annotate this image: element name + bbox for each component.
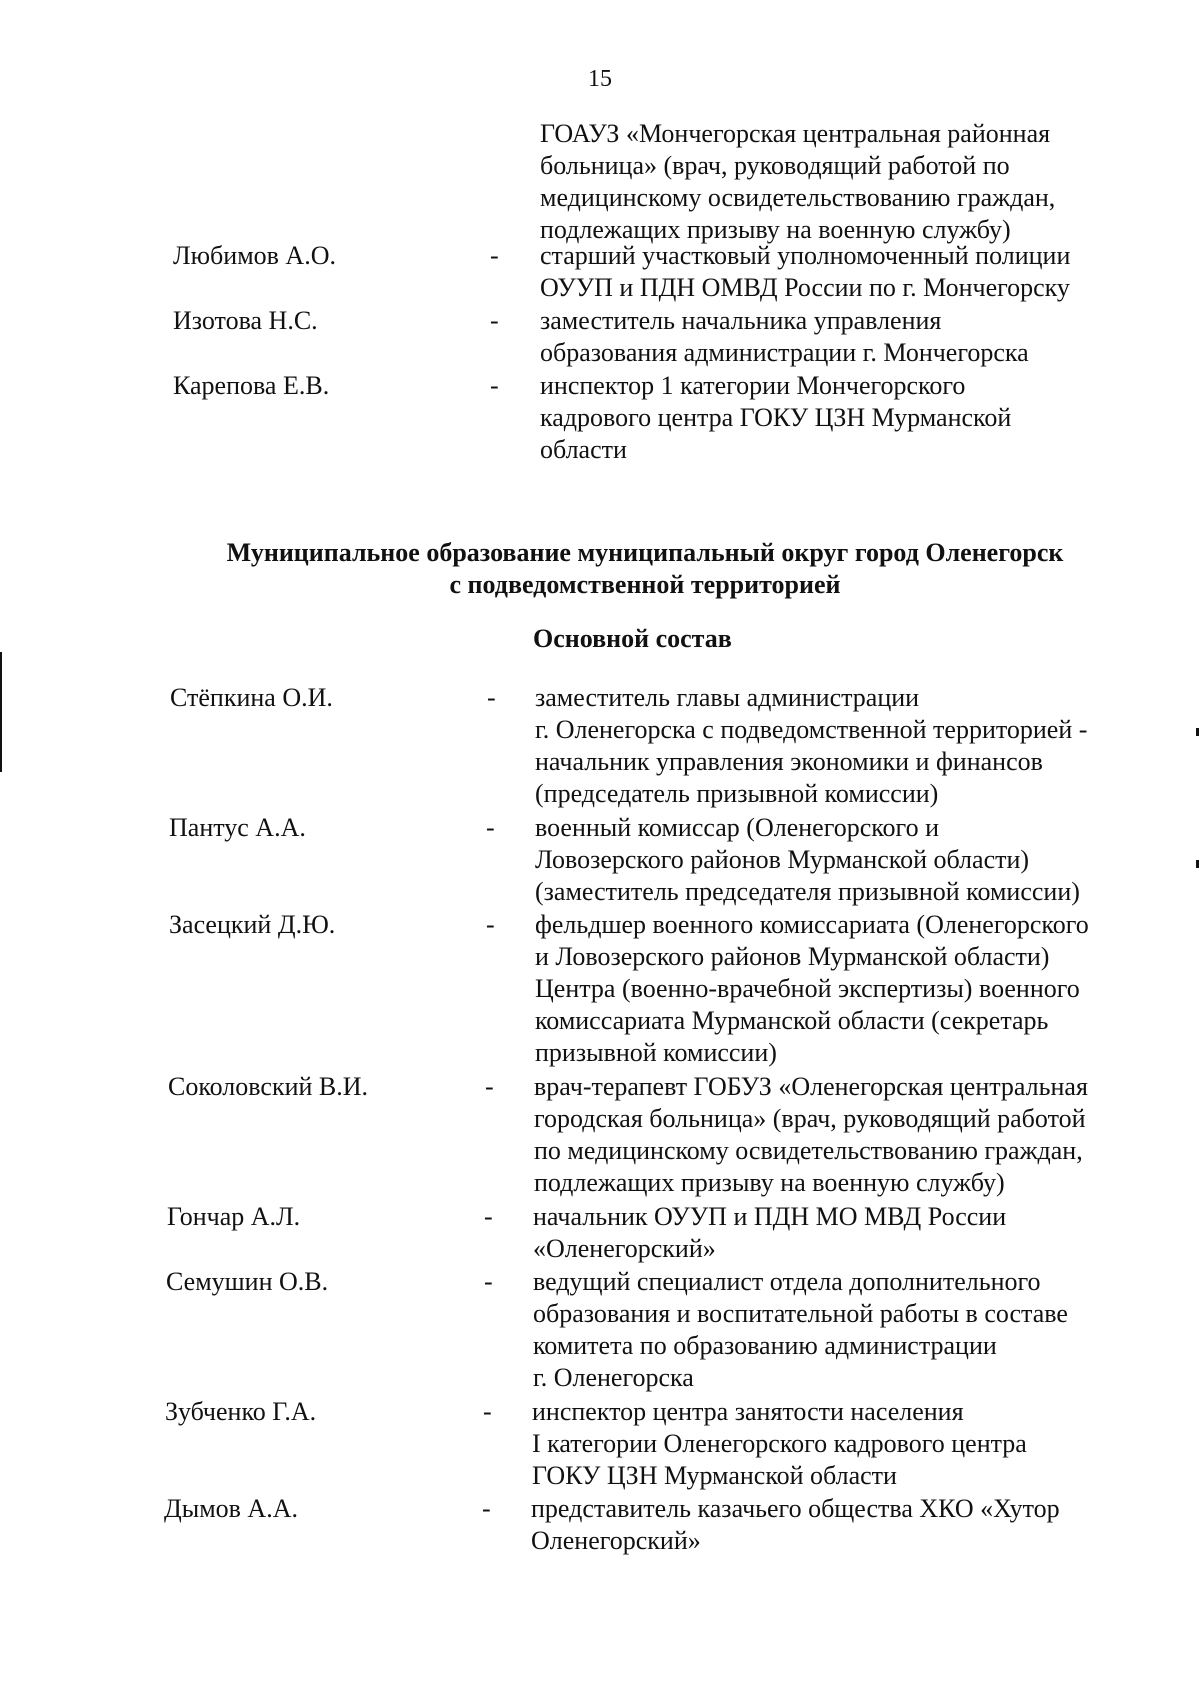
member-dash: - — [486, 813, 495, 842]
text-line: инспектор 1 категории Мончегорского — [540, 371, 966, 400]
member-name: Засецкий Д.Ю. — [169, 910, 336, 939]
member-dash: - — [482, 1494, 491, 1523]
member-name: Гончар А.Л. — [167, 1202, 301, 1231]
member-description — [535, 682, 1087, 810]
member-description — [535, 812, 1080, 908]
text-line: военный комиссар (Оленегорского и — [535, 813, 939, 842]
text-line: Центра (военно-врачебной экспертизы) военного — [535, 974, 1080, 1003]
text-line: представитель казачьего общества ХКО «Хутор — [531, 1494, 1060, 1523]
member-dash: - — [485, 1072, 494, 1101]
scan-speck — [1196, 860, 1199, 868]
text-line: «Оленегорский» — [533, 1234, 716, 1263]
member-dash: - — [490, 241, 499, 270]
section-title-line: с подведомственной территорией — [449, 570, 841, 599]
scan-edge-line — [0, 652, 2, 772]
text-line: ГОАУЗ «Мончегорская центральная районная — [540, 119, 1051, 148]
text-line: ведущий специалист отдела дополнительного — [533, 1267, 1041, 1296]
text-line: больница» (врач, руководящий работой по — [540, 151, 1010, 180]
text-line: (заместитель председателя призывной комиссии) — [535, 877, 1080, 906]
member-name: Зубченко Г.А. — [165, 1397, 317, 1426]
member-dash: - — [484, 1202, 493, 1231]
text-line: кадрового центра ГОКУ ЦЗН Мурманской — [540, 403, 1012, 432]
member-name: Пантус А.А. — [169, 813, 306, 842]
text-line: (председатель призывной комиссии) — [535, 779, 939, 808]
text-line: медицинскому освидетельствованию граждан, — [540, 183, 1056, 212]
member-description — [531, 1493, 1060, 1557]
text-line: ГОКУ ЦЗН Мурманской области — [532, 1461, 897, 1490]
member-name: Любимов А.О. — [173, 241, 336, 270]
member-dash: - — [483, 1397, 492, 1426]
text-line: Ловозерского районов Мурманской области) — [535, 845, 1030, 874]
text-line: ОУУП и ПДН ОМВД России по г. Мончегорску — [540, 273, 1070, 302]
text-line: городская больница» (врач, руководящий работой — [534, 1104, 1086, 1133]
text-line: г. Оленегорска — [533, 1363, 694, 1392]
text-line: заместитель начальника управления — [540, 306, 942, 335]
text-line: области — [540, 435, 627, 464]
top-continuation — [540, 118, 1055, 246]
member-dash: - — [486, 910, 495, 939]
text-line: Оленегорский» — [531, 1526, 701, 1555]
member-name: Стёпкина О.И. — [170, 683, 333, 712]
text-line: инспектор центра занятости населения — [532, 1397, 964, 1426]
member-dash: - — [490, 371, 499, 400]
member-description — [533, 1201, 1006, 1265]
member-description — [540, 240, 1070, 304]
page-number: 15 — [588, 66, 612, 92]
text-line: призывной комиссии) — [535, 1038, 777, 1067]
text-line: г. Оленегорска с подведомственной территорией - — [535, 715, 1088, 744]
scan-speck — [1196, 728, 1199, 736]
text-line: комитета по образованию администрации — [533, 1331, 997, 1360]
member-description — [534, 1071, 1088, 1199]
text-line: фельдшер военного комиссариата (Оленегорского — [535, 910, 1089, 939]
member-dash: - — [490, 306, 499, 335]
text-line: образования администрации г. Мончегорска — [540, 338, 1029, 367]
member-description — [532, 1396, 1027, 1492]
member-dash: - — [487, 683, 496, 712]
member-description — [535, 909, 1089, 1069]
text-line: комиссариата Мурманской области (секретарь — [535, 1006, 1049, 1035]
text-line: I категории Оленегорского кадрового центра — [532, 1429, 1027, 1458]
member-description — [540, 305, 1029, 369]
member-description — [540, 370, 1011, 466]
text-line: по медицинскому освидетельствованию граждан, — [534, 1136, 1083, 1165]
text-line: старший участковый уполномоченный полиции — [540, 241, 1071, 270]
member-name: Соколовский В.И. — [168, 1072, 369, 1101]
section-title — [0, 537, 1200, 601]
text-line: подлежащих призыву на военную службу) — [534, 1168, 1005, 1197]
member-name: Семушин О.В. — [166, 1267, 329, 1296]
text-line: врач-терапевт ГОБУЗ «Оленегорская центральная — [534, 1072, 1088, 1101]
text-line: начальник ОУУП и ПДН МО МВД России — [533, 1202, 1007, 1231]
member-name: Изотова Н.С. — [173, 306, 318, 335]
member-dash: - — [484, 1267, 493, 1296]
member-name: Дымов А.А. — [164, 1494, 298, 1523]
text-line: подлежащих призыву на военную службу) — [540, 215, 1011, 244]
member-name: Карепова Е.В. — [173, 371, 330, 400]
text-line: начальник управления экономики и финансов — [535, 747, 1043, 776]
text-line: заместитель главы администрации — [535, 683, 920, 712]
member-description — [533, 1266, 1068, 1394]
text-line: образования и воспитательной работы в составе — [533, 1299, 1068, 1328]
section-title-line: Муниципальное образование муниципальный округ город Оленегорск — [226, 538, 1064, 567]
subsection-title: Основной состав — [533, 624, 732, 653]
text-line: и Ловозерского районов Мурманской области) — [535, 942, 1050, 971]
